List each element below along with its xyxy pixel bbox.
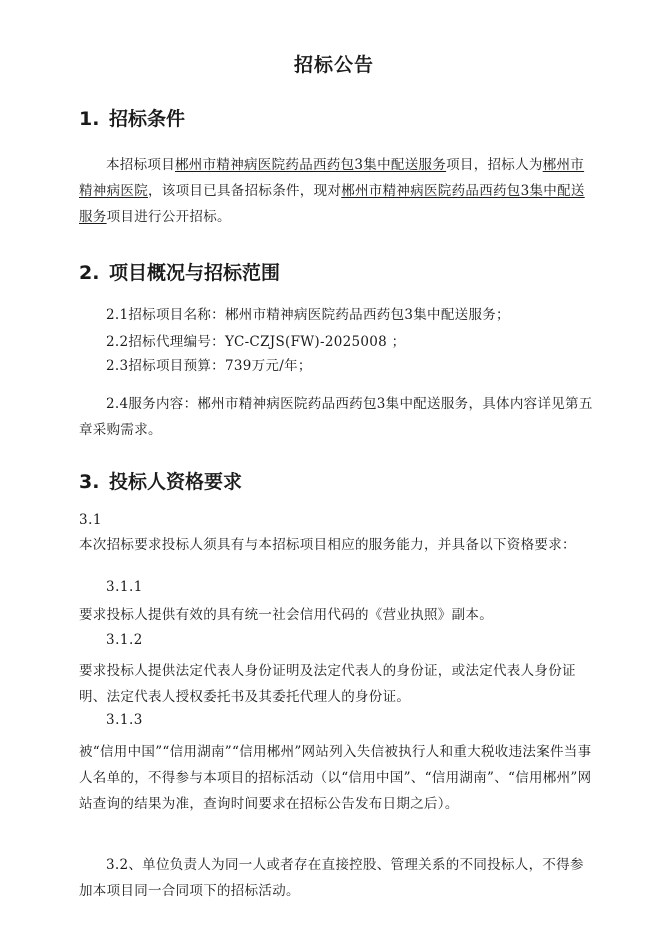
s1-text-a: 本招标项目 [106,157,175,173]
s3-1-1-number: 3.1.1 [106,579,143,595]
s1-text-e: ，该项目已具备招标条件，现对 [148,183,342,199]
section-2-number: 2. [79,262,100,284]
s1-text-c: 项目，招标人为 [446,157,543,173]
section-3-number: 3. [79,471,100,493]
section-1-paragraph [79,152,594,230]
s3-1-2-text: 要求投标人提供法定代表人身份证明及法定代表人的身份证，或法定代表人身份证明、法定代表人授权委托书及其委托代理人的身份证。 [79,663,576,705]
s1-text-g: 项目进行公开招标。 [106,209,231,225]
section-2-title: 项目概况与招标范围 [109,262,281,284]
s2-item-1: 2.1招标项目名称：郴州市精神病医院药品西药包3集中配送服务； [106,307,510,323]
s1-project-name: 郴州市精神病医院药品西药包3集中配送服务 [175,157,447,173]
section-1-title: 招标条件 [109,108,186,130]
s2-item-3: 2.3招标项目预算：739万元/年； [106,358,312,374]
section-3-heading [79,467,242,494]
section-1-number: 1. [79,108,100,130]
s3-1-3-number: 3.1.3 [106,712,143,728]
s3-1-3-text: 被“信用中国”“信用湖南”“信用郴州”网站列入失信被执行人和重大税收违法案件当事人名单的，不得参与本项目的招标活动（以“信用中国”、“信用湖南”、“信用郴州”网站查询的结果为准，查询时间要求在招标公告发布日期之后）。 [79,744,592,812]
section-1-heading [79,104,185,131]
s1-project-name-2: 郴州市精神病医院药品西药包3集中配送服务 [79,183,585,225]
document-title: 招标公告 [293,54,374,76]
s3-1-1-text: 要求投标人提供有效的具有统一社会信用代码的《营业执照》副本。 [79,607,493,623]
s3-1-number: 3.1 [79,512,102,528]
s3-2-text: 3.2、单位负责人为同一人或者存在直接控股、管理关系的不同投标人，不得参加本项目同一合同项下的招标活动。 [79,857,584,899]
s2-item-4: 2.4服务内容：郴州市精神病医院药品西药包3集中配送服务，具体内容详见第五章采购需求。 [79,396,593,438]
s1-tenderer-name: 郴州市精神病医院 [79,157,585,199]
s3-1-text: 本次招标要求投标人须具有与本招标项目相应的服务能力，并具备以下资格要求： [79,537,576,553]
s2-item-2: 2.2招标代理编号：YC-CZJS(FW)-2025008 ； [106,334,406,350]
section-2-heading [79,258,280,285]
section-3-title: 投标人资格要求 [109,471,243,493]
s3-1-2-number: 3.1.2 [106,632,143,648]
